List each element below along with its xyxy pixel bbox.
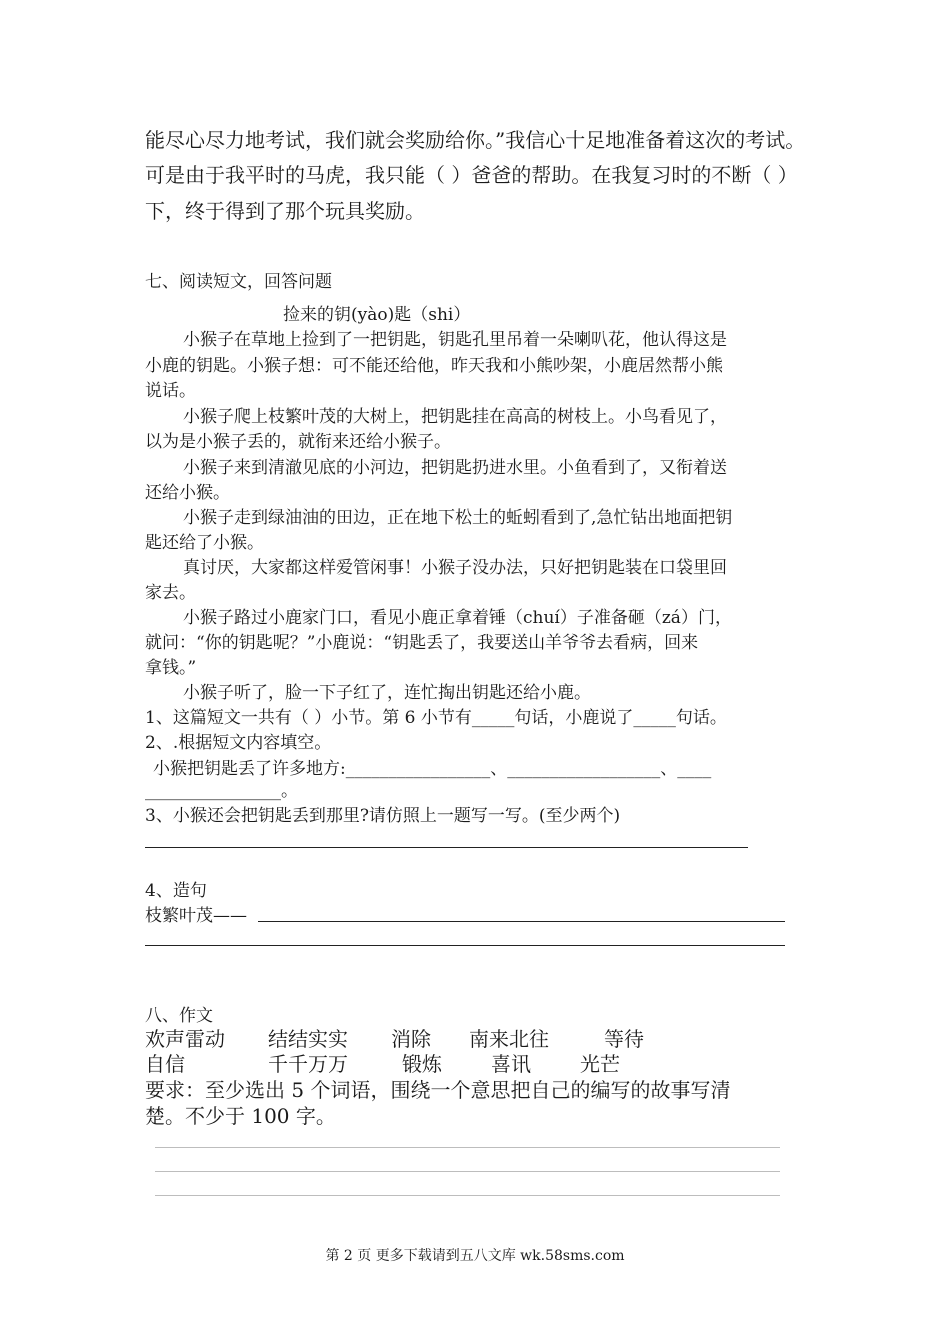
answer-line-q3[interactable]	[145, 847, 748, 848]
page-footer: 第 2 页 更多下载请到五八文库 wk.58sms.com	[325, 1248, 625, 1264]
story-line: 以为是小猴子丢的，就衔来还给小猴子。	[145, 432, 451, 452]
question-3: 3、小猴还会把钥匙丢到那里?请仿照上一题写一写。(至少两个)	[145, 806, 621, 826]
answer-line-q4[interactable]	[258, 921, 785, 922]
word: 锻炼	[402, 1052, 442, 1076]
section-8-heading: 八、作文	[145, 1006, 213, 1026]
passage-line-1: 能尽心尽力地考试，我们就会奖励给你。”我信心十足地准备着这次的考试。	[145, 128, 806, 152]
story-line: 就问：“你的钥匙呢？”小鹿说：“钥匙丢了，我要送山羊爷爷去看病，回来	[145, 633, 699, 653]
story-line: 家去。	[145, 583, 196, 603]
story-line: 小猴子在草地上捡到了一把钥匙，钥匙孔里吊着一朵喇叭花，他认得这是	[183, 330, 727, 350]
word: 喜讯	[491, 1052, 531, 1076]
story-line: 还给小猴。	[145, 483, 230, 503]
word: 自信	[145, 1052, 185, 1076]
word: 光芒	[580, 1052, 620, 1076]
story-line: 小猴子爬上枝繁叶茂的大树上，把钥匙挂在高高的树枝上。小鸟看见了，	[183, 407, 727, 427]
requirement-line-2: 楚。不少于 100 字。	[145, 1104, 336, 1128]
writing-line[interactable]	[155, 1171, 780, 1172]
story-title: 捡来的钥(yào)匙（shi）	[283, 305, 471, 325]
word: 千千万万	[268, 1052, 348, 1076]
question-1: 1、这篇短文一共有（ ）小节。第 6 小节有_____句话，小鹿说了_____句话。	[145, 708, 727, 728]
story-line: 拿钱。”	[145, 658, 197, 678]
word: 消除	[391, 1027, 431, 1051]
word: 欢声雷动	[145, 1027, 225, 1051]
story-line: 小猴子来到清澈见底的小河边，把钥匙扔进水里。小鱼看到了，又衔着送	[183, 458, 727, 478]
story-line: 小猴子路过小鹿家门口，看见小鹿正拿着锤（chuí）子准备砸（zá）门，	[183, 608, 732, 628]
passage-line-2: 可是由于我平时的马虎，我只能（ ）爸爸的帮助。在我复习时的不断（ ）	[145, 163, 798, 187]
writing-line[interactable]	[155, 1195, 780, 1196]
word: 结结实实	[268, 1027, 348, 1051]
word: 等待	[604, 1027, 644, 1051]
question-2: 2、.根据短文内容填空。	[145, 733, 332, 753]
story-line: 说话。	[145, 381, 196, 401]
requirement-line-1: 要求：至少选出 5 个词语，围绕一个意思把自己的编写的故事写清	[145, 1078, 731, 1102]
story-line: 真讨厌，大家都这样爱管闲事！小猴子没办法，只好把钥匙装在口袋里回	[183, 558, 727, 578]
question-2-blanks: 小猴把钥匙丢了许多地方:_________________、__________________、____	[153, 759, 712, 779]
story-line: 匙还给了小猴。	[145, 533, 264, 553]
passage-line-3: 下，终于得到了那个玩具奖励。	[145, 199, 425, 223]
question-2-blanks-cont: ________________。	[145, 781, 298, 801]
question-4: 4、造句	[145, 881, 207, 901]
story-line: 小鹿的钥匙。小猴子想：可不能还给他，昨天我和小熊吵架，小鹿居然帮小熊	[145, 356, 723, 376]
story-line: 小猴子听了，脸一下子红了，连忙掏出钥匙还给小鹿。	[183, 683, 591, 703]
question-4-word: 枝繁叶茂——	[145, 906, 247, 926]
word: 南来北往	[469, 1027, 549, 1051]
story-line: 小猴子走到绿油油的田边，正在地下松土的蚯蚓看到了,急忙钻出地面把钥	[183, 508, 733, 528]
answer-line-q4-2[interactable]	[145, 945, 785, 946]
section-7-heading: 七、阅读短文，回答问题	[145, 272, 332, 292]
writing-line[interactable]	[155, 1147, 780, 1148]
